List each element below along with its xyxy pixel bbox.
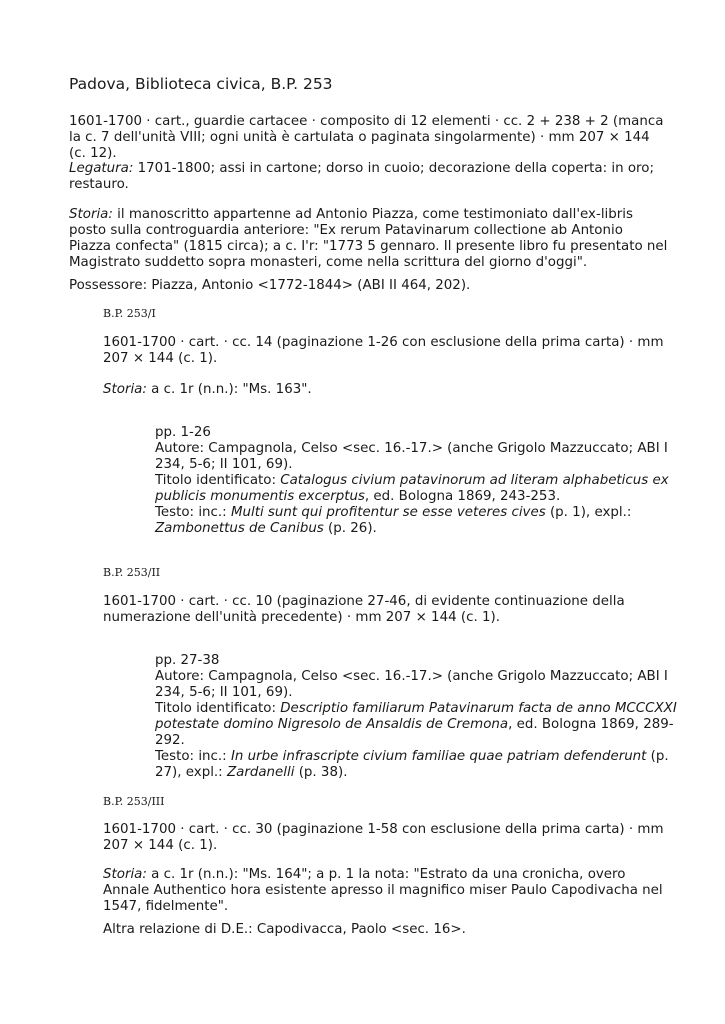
record-binding <box>69 161 669 193</box>
text-title: Titolo identificato: Descriptio familiarum Patavinarum facta de anno MCCCXXI potestate domino Nigresolo de Ansaldis de Cremona, ed. Bologna 1869, 289-292. <box>155 701 677 748</box>
unit-history <box>103 382 673 398</box>
history-text: a c. 1r (n.n.): "Ms. 164"; a p. 1 la nota: "Estrato da una cronicha, overo Annale Authentico hora esistente apresso il magnifico miser Paulo Capodivacha nel 1547, fidelmente". <box>103 867 663 914</box>
unit-description: 1601-1700 · cart. · cc. 10 (paginazione 27-46, di evidente continuazione della numerazione dell'unità precedente) · mm 207 × 144 (c. 1). <box>103 594 625 625</box>
binding-label: Legatura: <box>69 161 134 176</box>
record-owner: Possessore: Piazza, Antonio <1772-1844> (ABI II 464, 202). <box>69 278 471 293</box>
record-description: 1601-1700 · cart., guardie cartacee · composito di 12 elementi · cc. 2 + 238 + 2 (manca la c. 7 dell'unità VIII; ogni unità è cartulata o paginata singolarmente) · mm 207 × 144 (c. 12). <box>69 114 664 161</box>
text-pages: pp. 27-38 <box>155 653 220 668</box>
unit-history <box>103 867 673 915</box>
text-author: Autore: Campagnola, Celso <sec. 16.-17.> (anche Grigolo Mazzuccato; ABI I 234, 5-6; II 101, 69). <box>155 669 668 700</box>
unit-shelfmark: B.P. 253/I <box>103 307 156 320</box>
unit-other-relation: Altra relazione di D.E.: Capodivacca, Paolo <sec. 16>. <box>103 922 466 937</box>
text-entry <box>155 425 685 537</box>
history-text: a c. 1r (n.n.): "Ms. 163". <box>146 382 312 397</box>
record-title: Padova, Biblioteca civica, B.P. 253 <box>69 75 333 93</box>
history-label: Storia: <box>69 207 113 222</box>
text-entry <box>155 653 685 781</box>
record-history <box>69 207 669 271</box>
text-author: Autore: Campagnola, Celso <sec. 16.-17.> (anche Grigolo Mazzuccato; ABI I 234, 5-6; II 101, 69). <box>155 441 668 472</box>
history-text: il manoscritto appartenne ad Antonio Piazza, come testimoniato dall'ex-libris posto sulla controguardia anteriore: "Ex rerum Patavinarum collectione ab Antonio Piazza confecta" (1815 circa); a c. I'r: "1773 5 gennaro. Il presente libro fu presentato nel Magistrato suddetto sopra monasteri, come nella scrittura del giorno d'oggi". <box>69 207 668 270</box>
history-label: Storia: <box>103 867 147 882</box>
text-pages: pp. 1-26 <box>155 425 211 440</box>
history-label: Storia: <box>103 382 147 397</box>
unit-shelfmark: B.P. 253/II <box>103 566 161 579</box>
unit-description: 1601-1700 · cart. · cc. 14 (paginazione 1-26 con esclusione della prima carta) · mm 207 × 144 (c. 1). <box>103 335 664 366</box>
unit-description: 1601-1700 · cart. · cc. 30 (paginazione 1-58 con esclusione della prima carta) · mm 207 × 144 (c. 1). <box>103 822 664 853</box>
unit-shelfmark: B.P. 253/III <box>103 795 165 808</box>
text-incipit-explicit: Testo: inc.: In urbe infrascripte civium familiae quae patriam defenderunt (p. 27), expl.: Zardanelli (p. 38). <box>155 749 669 780</box>
text-incipit-explicit: Testo: inc.: Multi sunt qui profitentur se esse veteres cives (p. 1), expl.: Zambonettus de Canibus (p. 26). <box>155 505 632 536</box>
binding-text: 1701-1800; assi in cartone; dorso in cuoio; decorazione della coperta: in oro; restauro. <box>69 161 654 192</box>
text-title: Titolo identificato: Catalogus civium patavinorum ad literam alphabeticus ex publicis monumentis excerptus, ed. Bologna 1869, 243-253. <box>155 473 669 504</box>
